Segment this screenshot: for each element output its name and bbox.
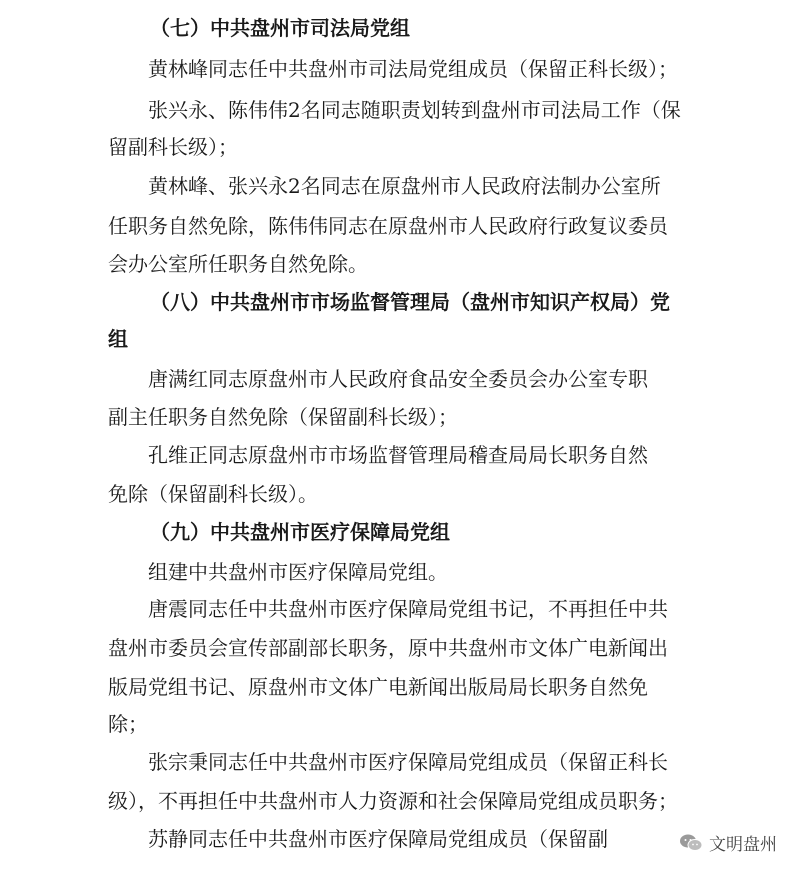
paragraph-line: 留副科长级）； bbox=[108, 135, 238, 159]
paragraph-line: 唐震同志任中共盘州市医疗保障局党组书记，不再担任中共 bbox=[148, 597, 668, 621]
paragraph-line: 免除（保留副科长级）。 bbox=[108, 482, 318, 506]
watermark-text: 文明盘州 bbox=[709, 835, 777, 855]
section-heading-8: （八）中共盘州市市场监督管理局（盘州市知识产权局）党 bbox=[150, 290, 670, 314]
watermark bbox=[675, 828, 781, 857]
paragraph-line: 张兴永、陈伟伟2名同志随职责划转到盘州市司法局工作（保 bbox=[148, 98, 681, 122]
paragraph-line: 唐满红同志原盘州市人民政府食品安全委员会办公室专职 bbox=[148, 367, 648, 391]
section-heading-9: （九）中共盘州市医疗保障局党组 bbox=[150, 520, 450, 544]
paragraph-line: 孔维正同志原盘州市市场监督管理局稽查局局长职务自然 bbox=[148, 443, 648, 467]
paragraph-line: 会办公室所任职务自然免除。 bbox=[108, 252, 368, 276]
paragraph-line: 版局党组书记、原盘州市文体广电新闻出版局局长职务自然免 bbox=[108, 675, 648, 699]
paragraph-line: 任职务自然免除，陈伟伟同志在原盘州市人民政府行政复议委员 bbox=[108, 214, 668, 238]
paragraph-line: 盘州市委员会宣传部副部长职务，原中共盘州市文体广电新闻出 bbox=[108, 636, 668, 660]
paragraph-line: 苏静同志任中共盘州市医疗保障局党组成员（保留副 bbox=[148, 827, 608, 851]
paragraph-line: 除； bbox=[108, 712, 148, 736]
section-heading-8-cont: 组 bbox=[108, 327, 128, 351]
paragraph-line: 副主任职务自然免除（保留副科长级）； bbox=[108, 405, 458, 429]
paragraph-line: 组建中共盘州市医疗保障局党组。 bbox=[148, 560, 448, 584]
paragraph-line: 级），不再担任中共盘州市人力资源和社会保障局党组成员职务； bbox=[108, 789, 678, 813]
paragraph-line: 黄林峰、张兴永2名同志在原盘州市人民政府法制办公室所 bbox=[148, 174, 661, 198]
paragraph-line: 黄林峰同志任中共盘州市司法局党组成员（保留正科长级）； bbox=[148, 57, 678, 81]
paragraph-line: 张宗秉同志任中共盘州市医疗保障局党组成员（保留正科长 bbox=[148, 750, 668, 774]
section-heading-7: （七）中共盘州市司法局党组 bbox=[150, 16, 410, 40]
wechat-icon bbox=[679, 833, 703, 853]
